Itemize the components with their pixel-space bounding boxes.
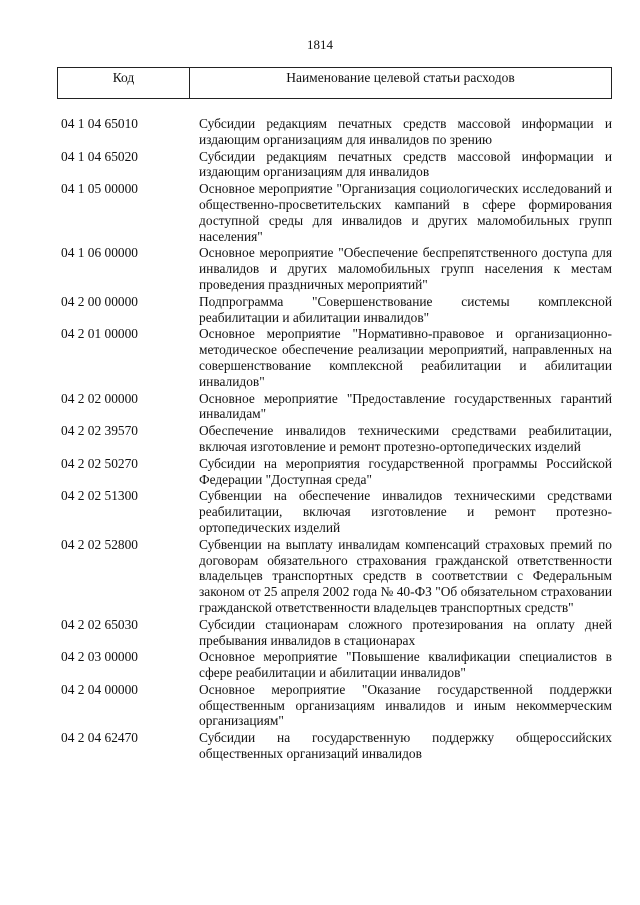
table-row: [61, 116, 616, 148]
row-code: 04 2 02 65030: [61, 616, 138, 632]
row-code: 04 2 02 00000: [61, 390, 138, 406]
table-row: [61, 326, 616, 389]
row-description: Основное мероприятие "Обеспечение беспрепятственного доступа для инвалидов и других маломобильных групп населения к местам проведения праздничных мероприятий": [199, 245, 612, 292]
table-row: [61, 149, 616, 181]
row-code: 04 2 04 00000: [61, 681, 138, 697]
table-row: [61, 649, 616, 681]
row-code: 04 2 00 00000: [61, 293, 138, 309]
row-code: 04 2 02 52800: [61, 536, 138, 552]
row-description: Субсидии стационарам сложного протезирования на оплату дней пребывания инвалидов в стационарах: [199, 616, 612, 648]
row-description: Основное мероприятие "Организация социологических исследований и общественно-просветительских кампаний в сфере формирования доступной среды для инвалидов и других маломобильных групп населения": [199, 181, 612, 244]
table-row: [61, 730, 616, 762]
table-row: [61, 537, 616, 616]
row-code: 04 1 04 65010: [61, 116, 138, 131]
row-description: Субвенции на выплату инвалидам компенсаций страховых премий по договорам обязательного страхования гражданской ответственности владельцев транспортных средств в соответствии с Федеральным законом от 25 апреля 2002 года № 40-ФЗ "Об обязательном страховании гражданской ответственности владельцев транспортных средств": [199, 536, 612, 615]
table-row: [61, 423, 616, 455]
row-code: 04 2 01 00000: [61, 326, 138, 342]
table-row: [61, 294, 616, 326]
table-row: [61, 488, 616, 535]
table-header: [57, 67, 612, 99]
row-description: Субвенции на обеспечение инвалидов техническими средствами реабилитации, включая изготовление и ремонт протезно-ортопедических изделий: [199, 488, 612, 535]
column-header-code: Код: [58, 68, 190, 98]
row-code: 04 1 05 00000: [61, 181, 138, 197]
row-description: Обеспечение инвалидов техническими средствами реабилитации, включая изготовление и ремонт протезно-ортопедических изделий: [199, 423, 612, 454]
table-body: [61, 116, 616, 763]
row-code: 04 2 04 62470: [61, 730, 138, 746]
table-row: [61, 456, 616, 488]
row-description: Субсидии редакциям печатных средств массовой информации и издающим организациям для инвалидов по зрению: [199, 116, 612, 147]
table-row: [61, 245, 616, 292]
row-description: Субсидии редакциям печатных средств массовой информации и издающим организациям для инвалидов: [199, 148, 612, 180]
row-description: Основное мероприятие "Оказание государственной поддержки общественным организациям инвалидов и иным некоммерческим организациям": [199, 681, 612, 729]
page-number: 1814: [307, 37, 333, 52]
table-row: [61, 617, 616, 649]
row-description: Основное мероприятие "Нормативно-правовое и организационно-методическое обеспечение реализации мероприятий, направленных на совершенствование комплексной реабилитации и абилитации инвалидов": [199, 326, 612, 389]
table-row: [61, 181, 616, 244]
table-row: [61, 391, 616, 423]
row-code: 04 2 02 51300: [61, 488, 138, 504]
row-code: 04 1 06 00000: [61, 245, 138, 261]
column-header-name: Наименование целевой статьи расходов: [286, 70, 515, 85]
row-description: Основное мероприятие "Повышение квалификации специалистов в сфере реабилитации и абилитации инвалидов": [199, 649, 612, 681]
table-row: [61, 682, 616, 729]
row-code: 04 2 02 39570: [61, 423, 138, 439]
row-description: Субсидии на мероприятия государственной программы Российской Федерации "Доступная среда": [199, 455, 612, 487]
row-code: 04 1 04 65020: [61, 148, 138, 164]
row-description: Основное мероприятие "Предоставление государственных гарантий инвалидам": [199, 390, 612, 422]
row-description: Субсидии на государственную поддержку общероссийских общественных организаций инвалидов: [199, 730, 612, 762]
row-code: 04 2 03 00000: [61, 649, 138, 665]
row-description: Подпрограмма "Совершенствование системы комплексной реабилитации и абилитации инвалидов": [199, 293, 612, 325]
row-code: 04 2 02 50270: [61, 455, 138, 471]
